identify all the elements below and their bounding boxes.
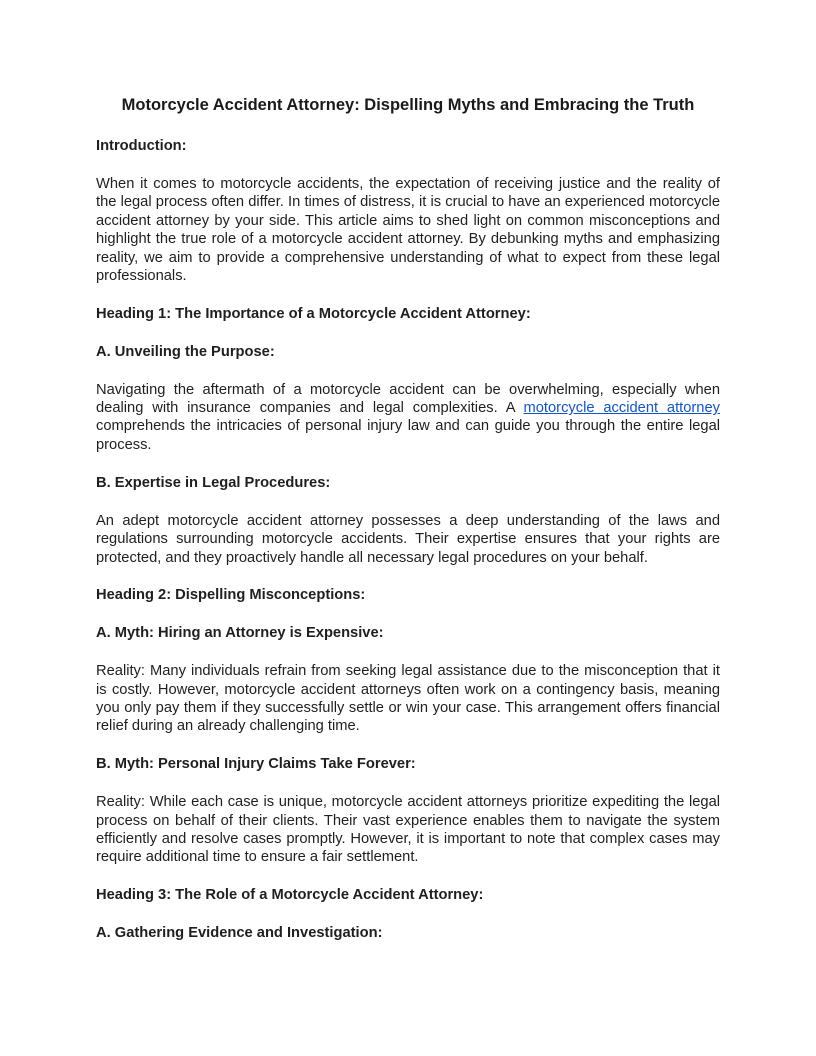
intro-paragraph: When it comes to motorcycle accidents, the expectation of receiving justice and the reality of the legal process often differ. In times of distress, it is crucial to have an experienced motorcycle accident attorney by your side. This article aims to shed light on common misconceptions and highlight the true role of a motorcycle accident attorney. By debunking myths and emphasizing reality, we aim to provide a comprehensive understanding of what to expect from these legal professionals. [96, 175, 720, 284]
document-page [96, 94, 720, 962]
heading-3: Heading 3: The Role of a Motorcycle Accident Attorney: [96, 887, 484, 904]
subheading-3a: A. Gathering Evidence and Investigation: [96, 925, 383, 942]
document-title: Motorcycle Accident Attorney: Dispelling Myths and Embracing the Truth [121, 96, 695, 114]
subheading-1b: B. Expertise in Legal Procedures: [96, 474, 331, 491]
subheading-2b: B. Myth: Personal Injury Claims Take Forever: [96, 756, 416, 773]
paragraph-1b: An adept motorcycle accident attorney possesses a deep understanding of the laws and regulations surrounding motorcycle accidents. Their expertise ensures that your rights are protected, and they proactively handle all necessary legal procedures on your behalf. [96, 512, 720, 566]
motorcycle-attorney-link[interactable]: motorcycle accident attorney [523, 400, 720, 417]
paragraph-text: comprehends the intricacies of personal injury law and can guide you through the entire legal process. [96, 418, 720, 453]
subheading-1a: A. Unveiling the Purpose: [96, 343, 275, 360]
paragraph-text: Navigating the aftermath of a motorcycle accident can be overwhelming, especially when dealing with insurance companies and legal complexities. A [96, 381, 720, 417]
heading-1: Heading 1: The Importance of a Motorcycle Accident Attorney: [96, 305, 531, 322]
paragraph-1a [96, 381, 720, 455]
heading-2: Heading 2: Dispelling Misconceptions: [96, 587, 366, 604]
intro-heading: Introduction: [96, 138, 187, 154]
paragraph-2b: Reality: While each case is unique, motorcycle accident attorneys prioritize expediting the legal process on behalf of their clients. Their vast experience enables them to navigate the system efficiently and resolve cases promptly. However, it is important to note that complex cases may require additional time to ensure a fair settlement. [96, 794, 720, 866]
subheading-2a: A. Myth: Hiring an Attorney is Expensive: [96, 625, 384, 642]
paragraph-2a: Reality: Many individuals refrain from seeking legal assistance due to the misconception that it is costly. However, motorcycle accident attorneys often work on a contingency basis, meaning you only pay them if they successfully settle or win your case. This arrangement offers financial relief during an already challenging time. [96, 663, 720, 735]
